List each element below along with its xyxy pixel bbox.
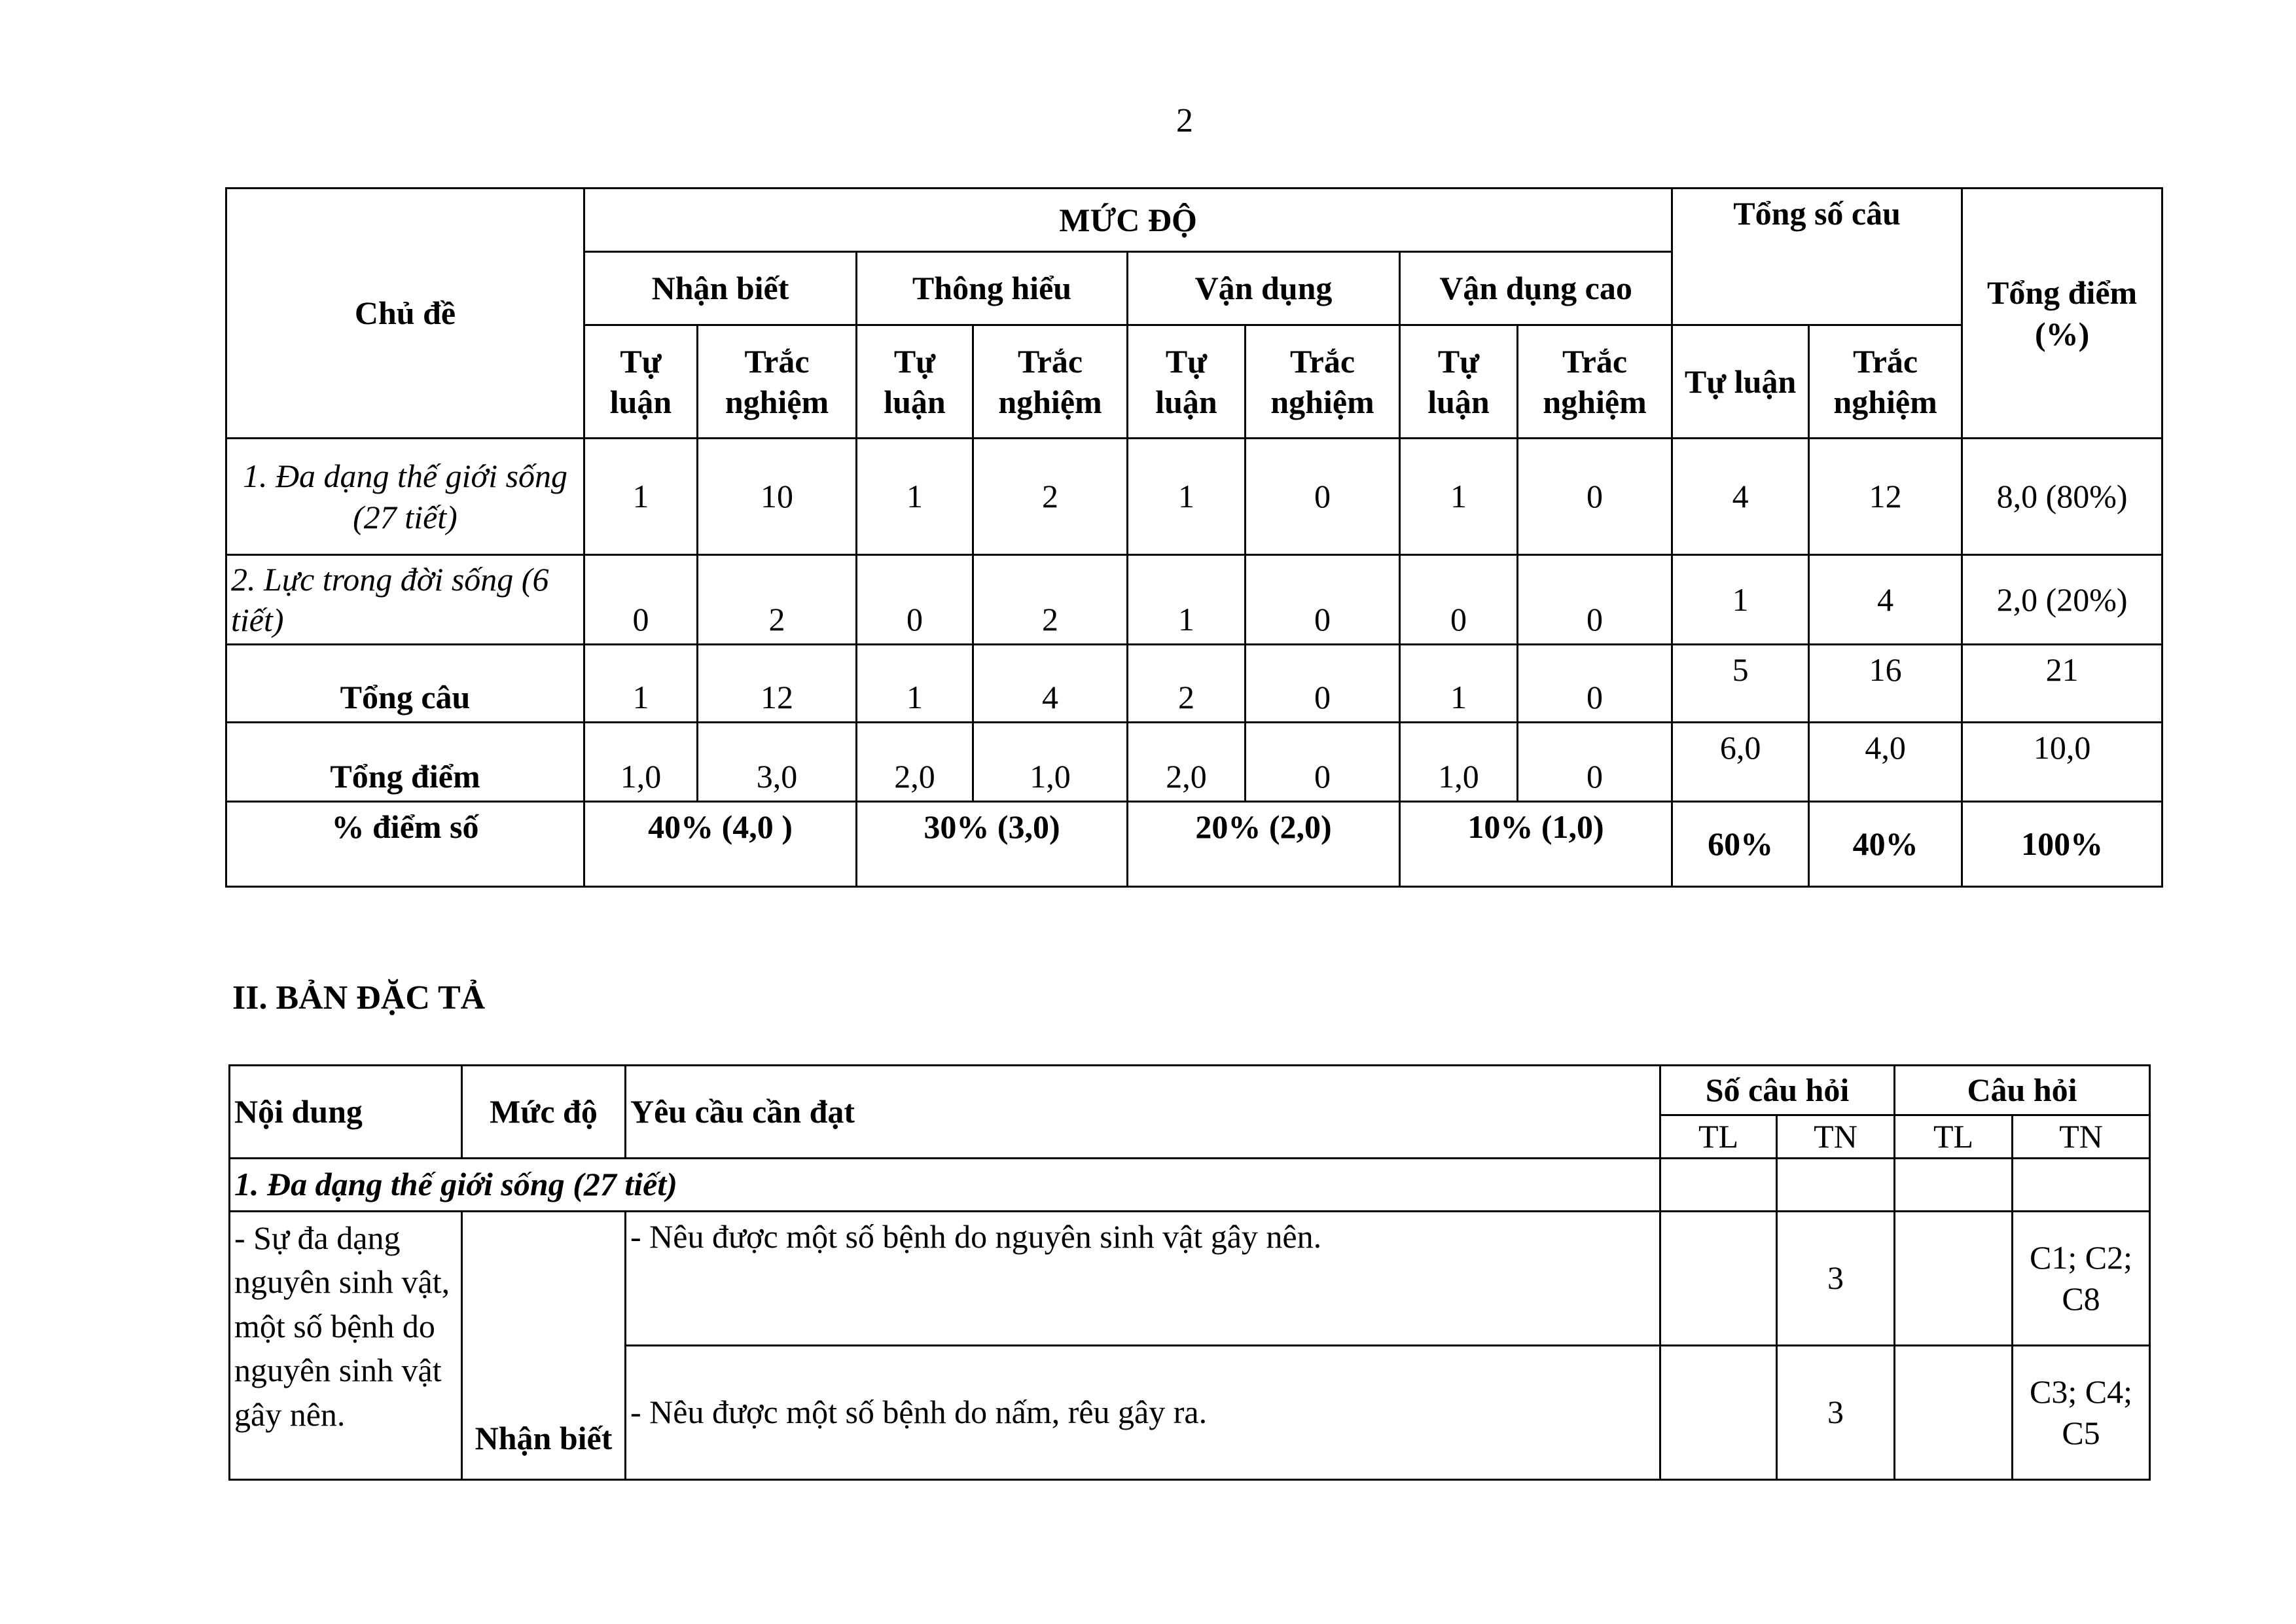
sub-header-trac-nghiem: Trắc nghiệm — [1246, 325, 1400, 439]
page-number: 2 — [1176, 102, 1193, 139]
percent-tl: 60% — [1672, 802, 1809, 887]
empty-cell — [1660, 1158, 1777, 1211]
topic-header: Chủ đề — [226, 189, 584, 439]
total-score-header: Tổng điểm (%) — [1962, 189, 2162, 439]
value-cell: 1 — [1400, 439, 1518, 555]
value-cell: 10 — [698, 439, 857, 555]
value-cell: 2,0 — [1128, 723, 1246, 802]
percent-level: 20% (2,0) — [1128, 802, 1400, 887]
sub-header-tu-luan: Tự luận — [857, 325, 973, 439]
value-cell: 2 — [973, 439, 1128, 555]
value-cell: 1,0 — [1400, 723, 1518, 802]
content-header: Nội dung — [230, 1066, 462, 1159]
num-tl-cell — [1660, 1211, 1777, 1345]
value-cell: 0 — [1246, 645, 1400, 723]
value-cell: 4 — [1672, 439, 1809, 555]
value-cell: 0 — [1518, 645, 1672, 723]
matrix-row — [226, 439, 2162, 555]
tn-header: TN — [2013, 1115, 2150, 1159]
level-header: Mức độ — [462, 1066, 626, 1159]
sub-header-tu-luan: Tự luận — [1672, 325, 1809, 439]
row-label: Tổng điểm — [226, 723, 584, 802]
value-cell: 0 — [1518, 439, 1672, 555]
num-tn-cell: 3 — [1777, 1211, 1895, 1345]
sub-header-trac-nghiem: Trắc nghiệm — [698, 325, 857, 439]
q-tl-cell — [1895, 1345, 2013, 1479]
value-cell: 4 — [1809, 555, 1962, 645]
percent-row — [226, 802, 2162, 887]
matrix-table — [225, 187, 2163, 888]
spec-table — [228, 1064, 2151, 1481]
requirement-header: Yêu cầu cần đạt — [626, 1066, 1660, 1159]
level-header: MỨC ĐỘ — [584, 189, 1672, 252]
score-cell: 2,0 (20%) — [1962, 555, 2162, 645]
row-label: 2. Lực trong đời sống (6 tiết) — [226, 555, 584, 645]
sub-header-trac-nghiem: Trắc nghiệm — [1518, 325, 1672, 439]
level-1: Thông hiểu — [857, 252, 1128, 325]
value-cell: 2 — [698, 555, 857, 645]
q-tl-cell — [1895, 1211, 2013, 1345]
value-cell: 0 — [1518, 723, 1672, 802]
section-title: II. BẢN ĐẶC TẢ — [232, 979, 486, 1017]
num-questions-header: Số câu hỏi — [1660, 1066, 1895, 1115]
tl-header: TL — [1660, 1115, 1777, 1159]
value-cell: 0 — [1518, 555, 1672, 645]
value-cell: 0 — [584, 555, 698, 645]
row-label: % điểm số — [226, 802, 584, 887]
q-tn-cell: C1; C2; C8 — [2013, 1211, 2150, 1345]
sub-header-trac-nghiem: Trắc nghiệm — [1809, 325, 1962, 439]
value-cell: 1 — [1128, 555, 1246, 645]
value-cell: 1,0 — [584, 723, 698, 802]
empty-cell — [2013, 1158, 2150, 1211]
matrix-row — [226, 723, 2162, 802]
value-cell: 1 — [857, 645, 973, 723]
value-cell: 0 — [1246, 439, 1400, 555]
num-tn-cell: 3 — [1777, 1345, 1895, 1479]
value-cell: 1 — [857, 439, 973, 555]
tn-header: TN — [1777, 1115, 1895, 1159]
sub-header-tu-luan: Tự luận — [584, 325, 698, 439]
level-3: Vận dụng cao — [1400, 252, 1672, 325]
value-cell: 12 — [698, 645, 857, 723]
level-cell: Nhận biết — [462, 1211, 626, 1479]
total-questions-header: Tổng số câu — [1672, 189, 1962, 325]
percent-level: 40% (4,0 ) — [584, 802, 857, 887]
empty-cell — [1895, 1158, 2013, 1211]
requirement-cell: - Nêu được một số bệnh do nấm, rêu gây ra. — [626, 1345, 1660, 1479]
value-cell: 3,0 — [698, 723, 857, 802]
value-cell: 1 — [1128, 439, 1246, 555]
value-cell: 4 — [973, 645, 1128, 723]
value-cell: 6,0 — [1672, 723, 1809, 802]
value-cell: 4,0 — [1809, 723, 1962, 802]
value-cell: 2 — [973, 555, 1128, 645]
num-tl-cell — [1660, 1345, 1777, 1479]
value-cell: 0 — [1246, 555, 1400, 645]
content-cell: - Sự đa dạng nguyên sinh vật, một số bệnh do nguyên sinh vật gây nên. — [230, 1211, 462, 1479]
score-cell: 8,0 (80%) — [1962, 439, 2162, 555]
questions-header: Câu hỏi — [1895, 1066, 2150, 1115]
row-label: Tổng câu — [226, 645, 584, 723]
value-cell: 5 — [1672, 645, 1809, 723]
score-cell: 10,0 — [1962, 723, 2162, 802]
value-cell: 1 — [1400, 645, 1518, 723]
empty-cell — [1777, 1158, 1895, 1211]
sub-header-tu-luan: Tự luận — [1400, 325, 1518, 439]
value-cell: 2,0 — [857, 723, 973, 802]
requirement-cell: - Nêu được một số bệnh do nguyên sinh vật gây nên. — [626, 1211, 1660, 1345]
value-cell: 1 — [1672, 555, 1809, 645]
sub-header-tu-luan: Tự luận — [1128, 325, 1246, 439]
value-cell: 12 — [1809, 439, 1962, 555]
matrix-row — [226, 555, 2162, 645]
row-label: 1. Đa dạng thế giới sống (27 tiết) — [226, 439, 584, 555]
percent-total: 100% — [1962, 802, 2162, 887]
level-0: Nhận biết — [584, 252, 857, 325]
value-cell: 0 — [1400, 555, 1518, 645]
percent-level: 10% (1,0) — [1400, 802, 1672, 887]
value-cell: 0 — [857, 555, 973, 645]
tl-header: TL — [1895, 1115, 2013, 1159]
value-cell: 2 — [1128, 645, 1246, 723]
percent-level: 30% (3,0) — [857, 802, 1128, 887]
q-tn-cell: C3; C4; C5 — [2013, 1345, 2150, 1479]
value-cell: 0 — [1246, 723, 1400, 802]
level-2: Vận dụng — [1128, 252, 1400, 325]
value-cell: 1 — [584, 439, 698, 555]
value-cell: 1,0 — [973, 723, 1128, 802]
value-cell: 16 — [1809, 645, 1962, 723]
matrix-row — [226, 645, 2162, 723]
value-cell: 1 — [584, 645, 698, 723]
percent-tn: 40% — [1809, 802, 1962, 887]
score-cell: 21 — [1962, 645, 2162, 723]
topic-row: 1. Đa dạng thế giới sống (27 tiết) — [230, 1158, 1660, 1211]
sub-header-trac-nghiem: Trắc nghiệm — [973, 325, 1128, 439]
